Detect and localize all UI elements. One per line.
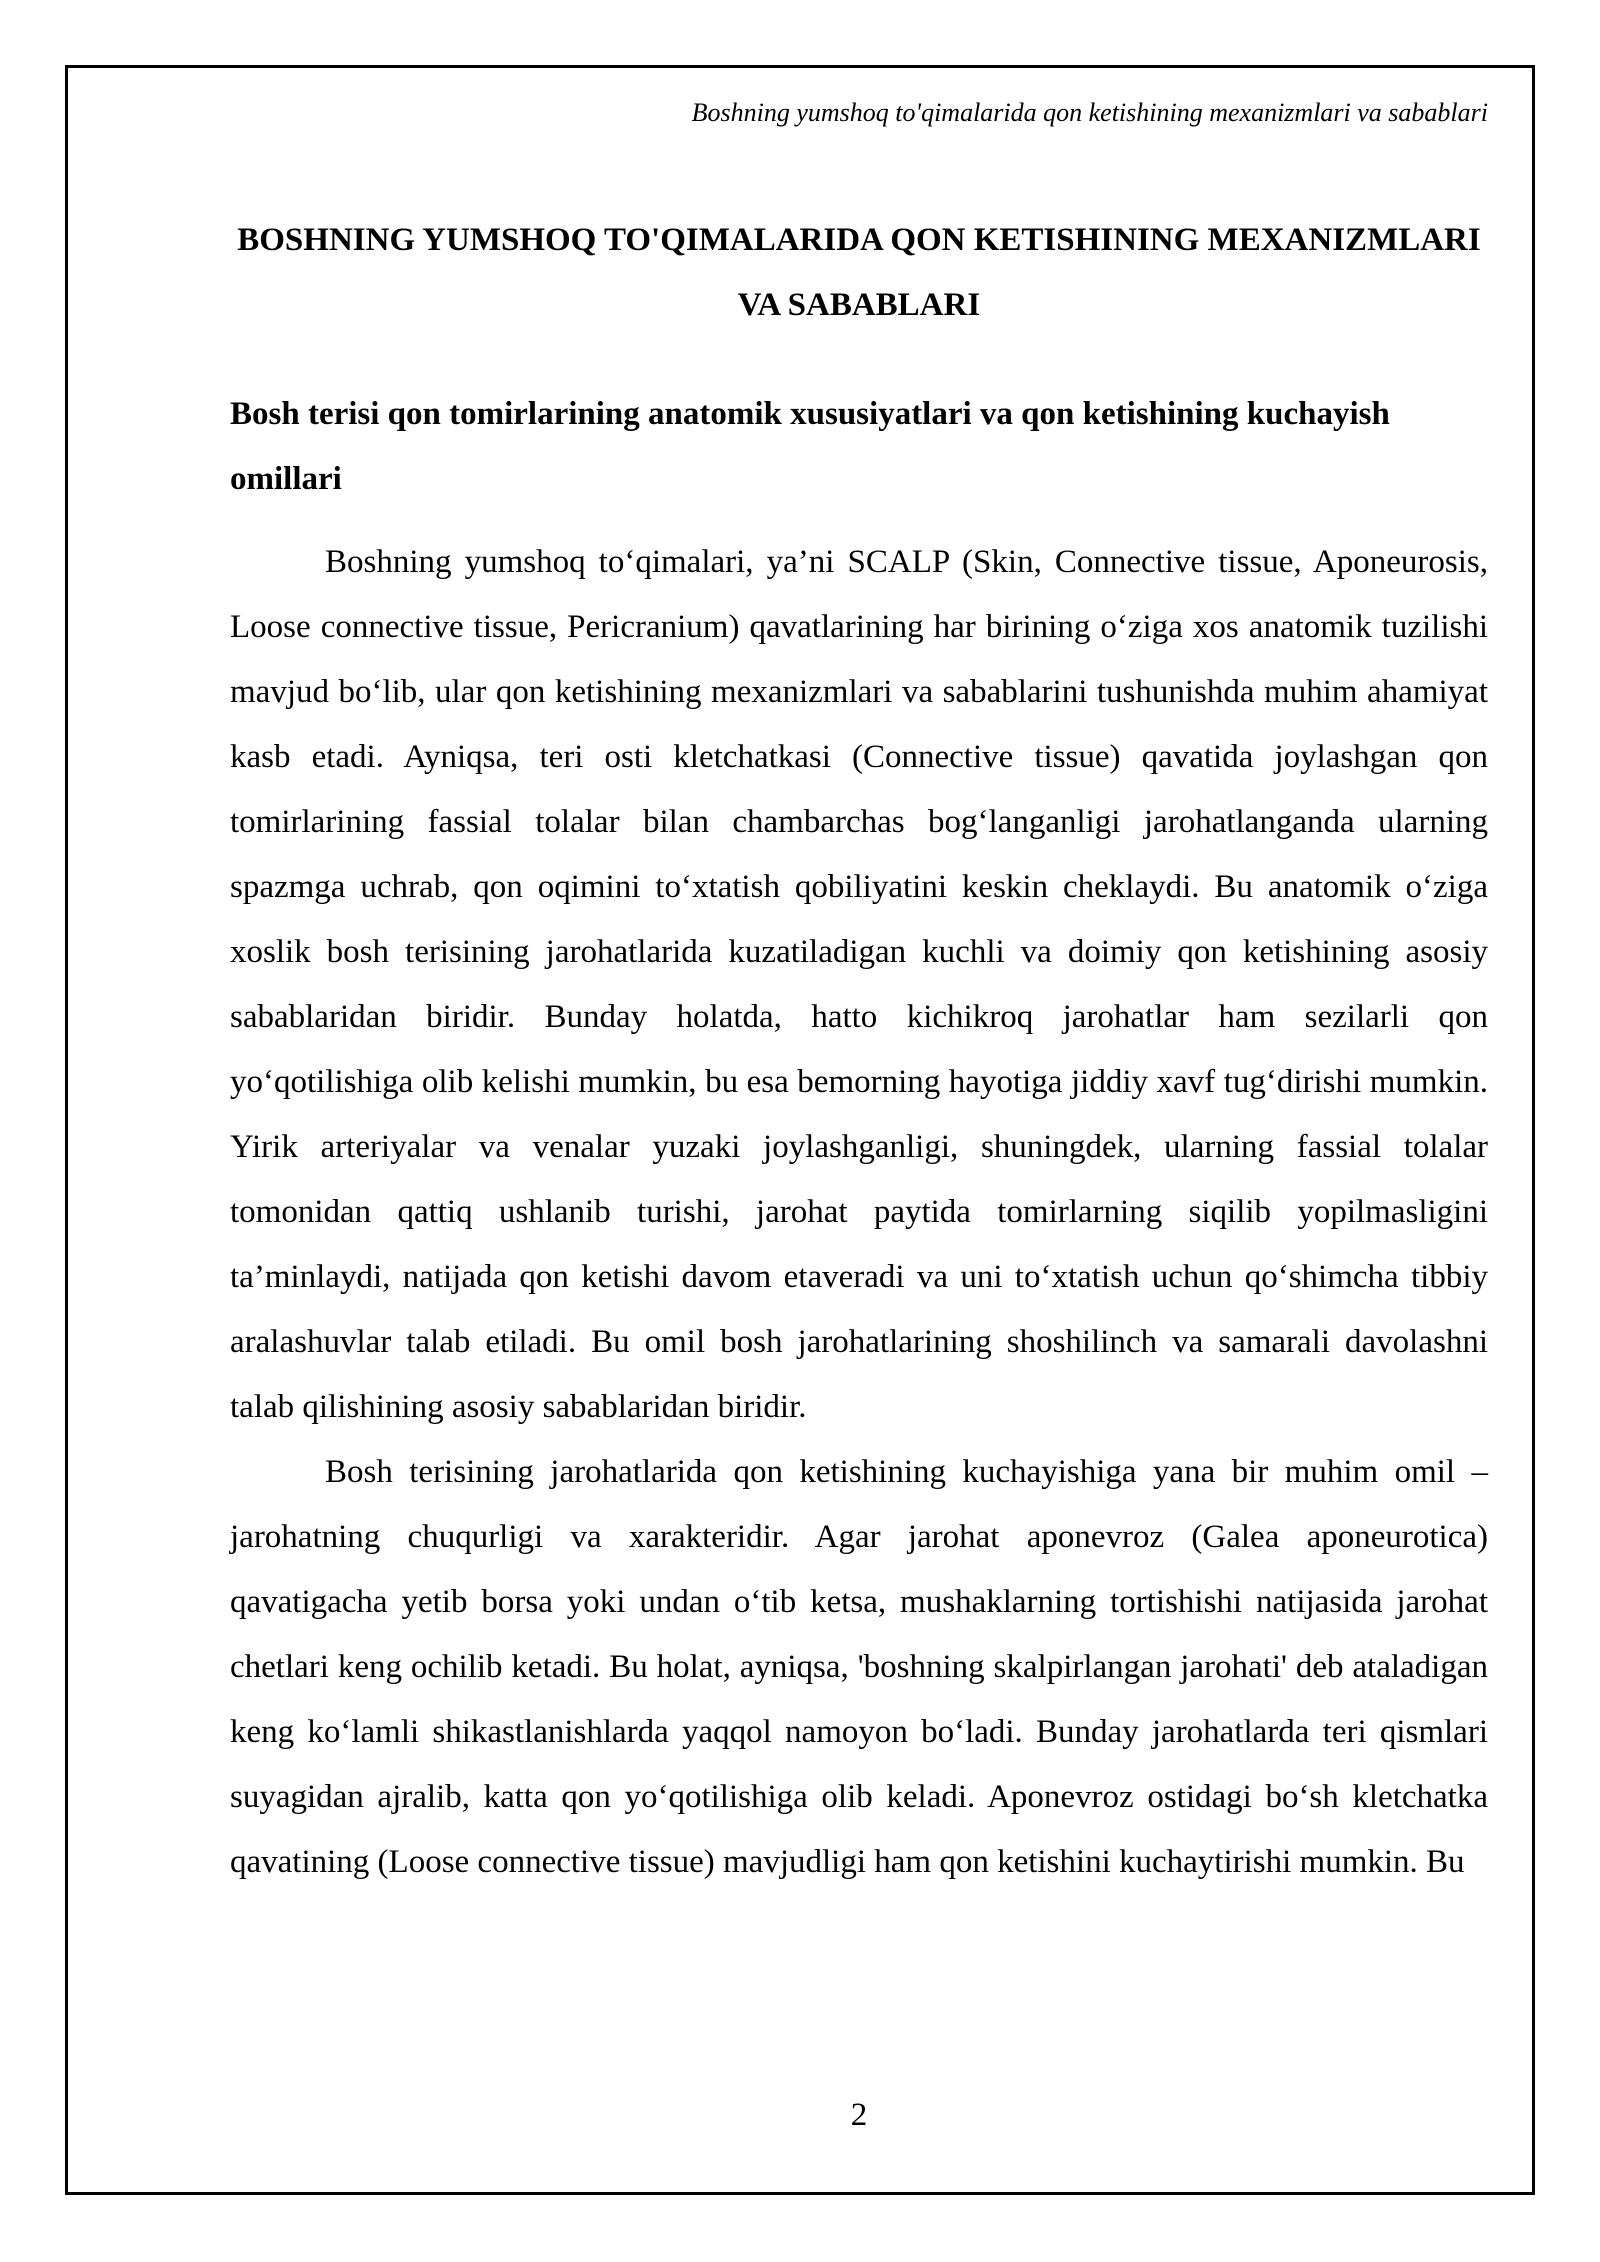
page-number: 2 <box>850 2097 868 2133</box>
body-text <box>230 530 1488 1895</box>
paragraph: Bosh terisining jarohatlarida qon ketishining kuchayishiga yana bir muhim omil – jarohatning chuqurligi va xarakteridir. Agar jarohat aponevroz (Galea aponeurotica) qavatigacha yetib borsa yoki undan o‘tib ketsa, mushaklarning tortishishi natijasida jarohat chetlari keng ochilib ketadi. Bu holat, ayniqsa, 'boshning skalpirlangan jarohati' deb ataladigan keng ko‘lamli shikastlanishlarda yaqqol namoyon bo‘ladi. Bunday jarohatlarda teri qismlari suyagidan ajralib, katta qon yo‘qotilishiga olib keladi. Aponevroz ostidagi bo‘sh kletchatka qavatining (Loose connective tissue) mavjudligi ham qon ketishini kuchaytirishi mumkin. Bu <box>230 1454 1488 1880</box>
document-title: BOSHNING YUMSHOQ TO'QIMALARIDA QON KETISHINING MEXANIZMLARI VA SABABLARI <box>237 222 1481 323</box>
running-header: Boshning yumshoq to'qimalarida qon ketishining mexanizmlari va sabablari <box>691 98 1488 127</box>
section-heading: Bosh terisi qon tomirlarining anatomik xususiyatlari va qon ketishining kuchayish omillari <box>230 396 1390 497</box>
paragraph: Boshning yumshoq to‘qimalari, ya’ni SCALP (Skin, Connective tissue, Aponeurosis, Loose connective tissue, Pericranium) qavatlarining har birining o‘ziga xos anatomik tuzilishi mavjud bo‘lib, ular qon ketishining mexanizmlari va sabablarini tushunishda muhim ahamiyat kasb etadi. Ayniqsa, teri osti kletchatkasi (Connective tissue) qavatida joylashgan qon tomirlarining fassial tolalar bilan chambarchas bog‘langanligi jarohatlanganda ularning spazmga uchrab, qon oqimini to‘xtatish qobiliyatini keskin cheklaydi. Bu anatomik o‘ziga xoslik bosh terisining jarohatlarida kuzatiladigan kuchli va doimiy qon ketishining asosiy sabablaridan biridir. Bunday holatda, hatto kichikroq jarohatlar ham sezilarli qon yo‘qotilishiga olib kelishi mumkin, bu esa bemorning hayotiga jiddiy xavf tug‘dirishi mumkin. Yirik arteriyalar va venalar yuzaki joylashganligi, shuningdek, ularning fassial tolalar tomonidan qattiq ushlanib turishi, jarohat paytida tomirlarning siqilib yopilmasligini ta’minlaydi, natijada qon ketishi davom etaveradi va uni to‘xtatish uchun qo‘shimcha tibbiy aralashuvlar talab etiladi. Bu omil bosh jarohatlarining shoshilinch va samarali davolashni talab qilishining asosiy sabablaridan biridir. <box>230 544 1488 1425</box>
